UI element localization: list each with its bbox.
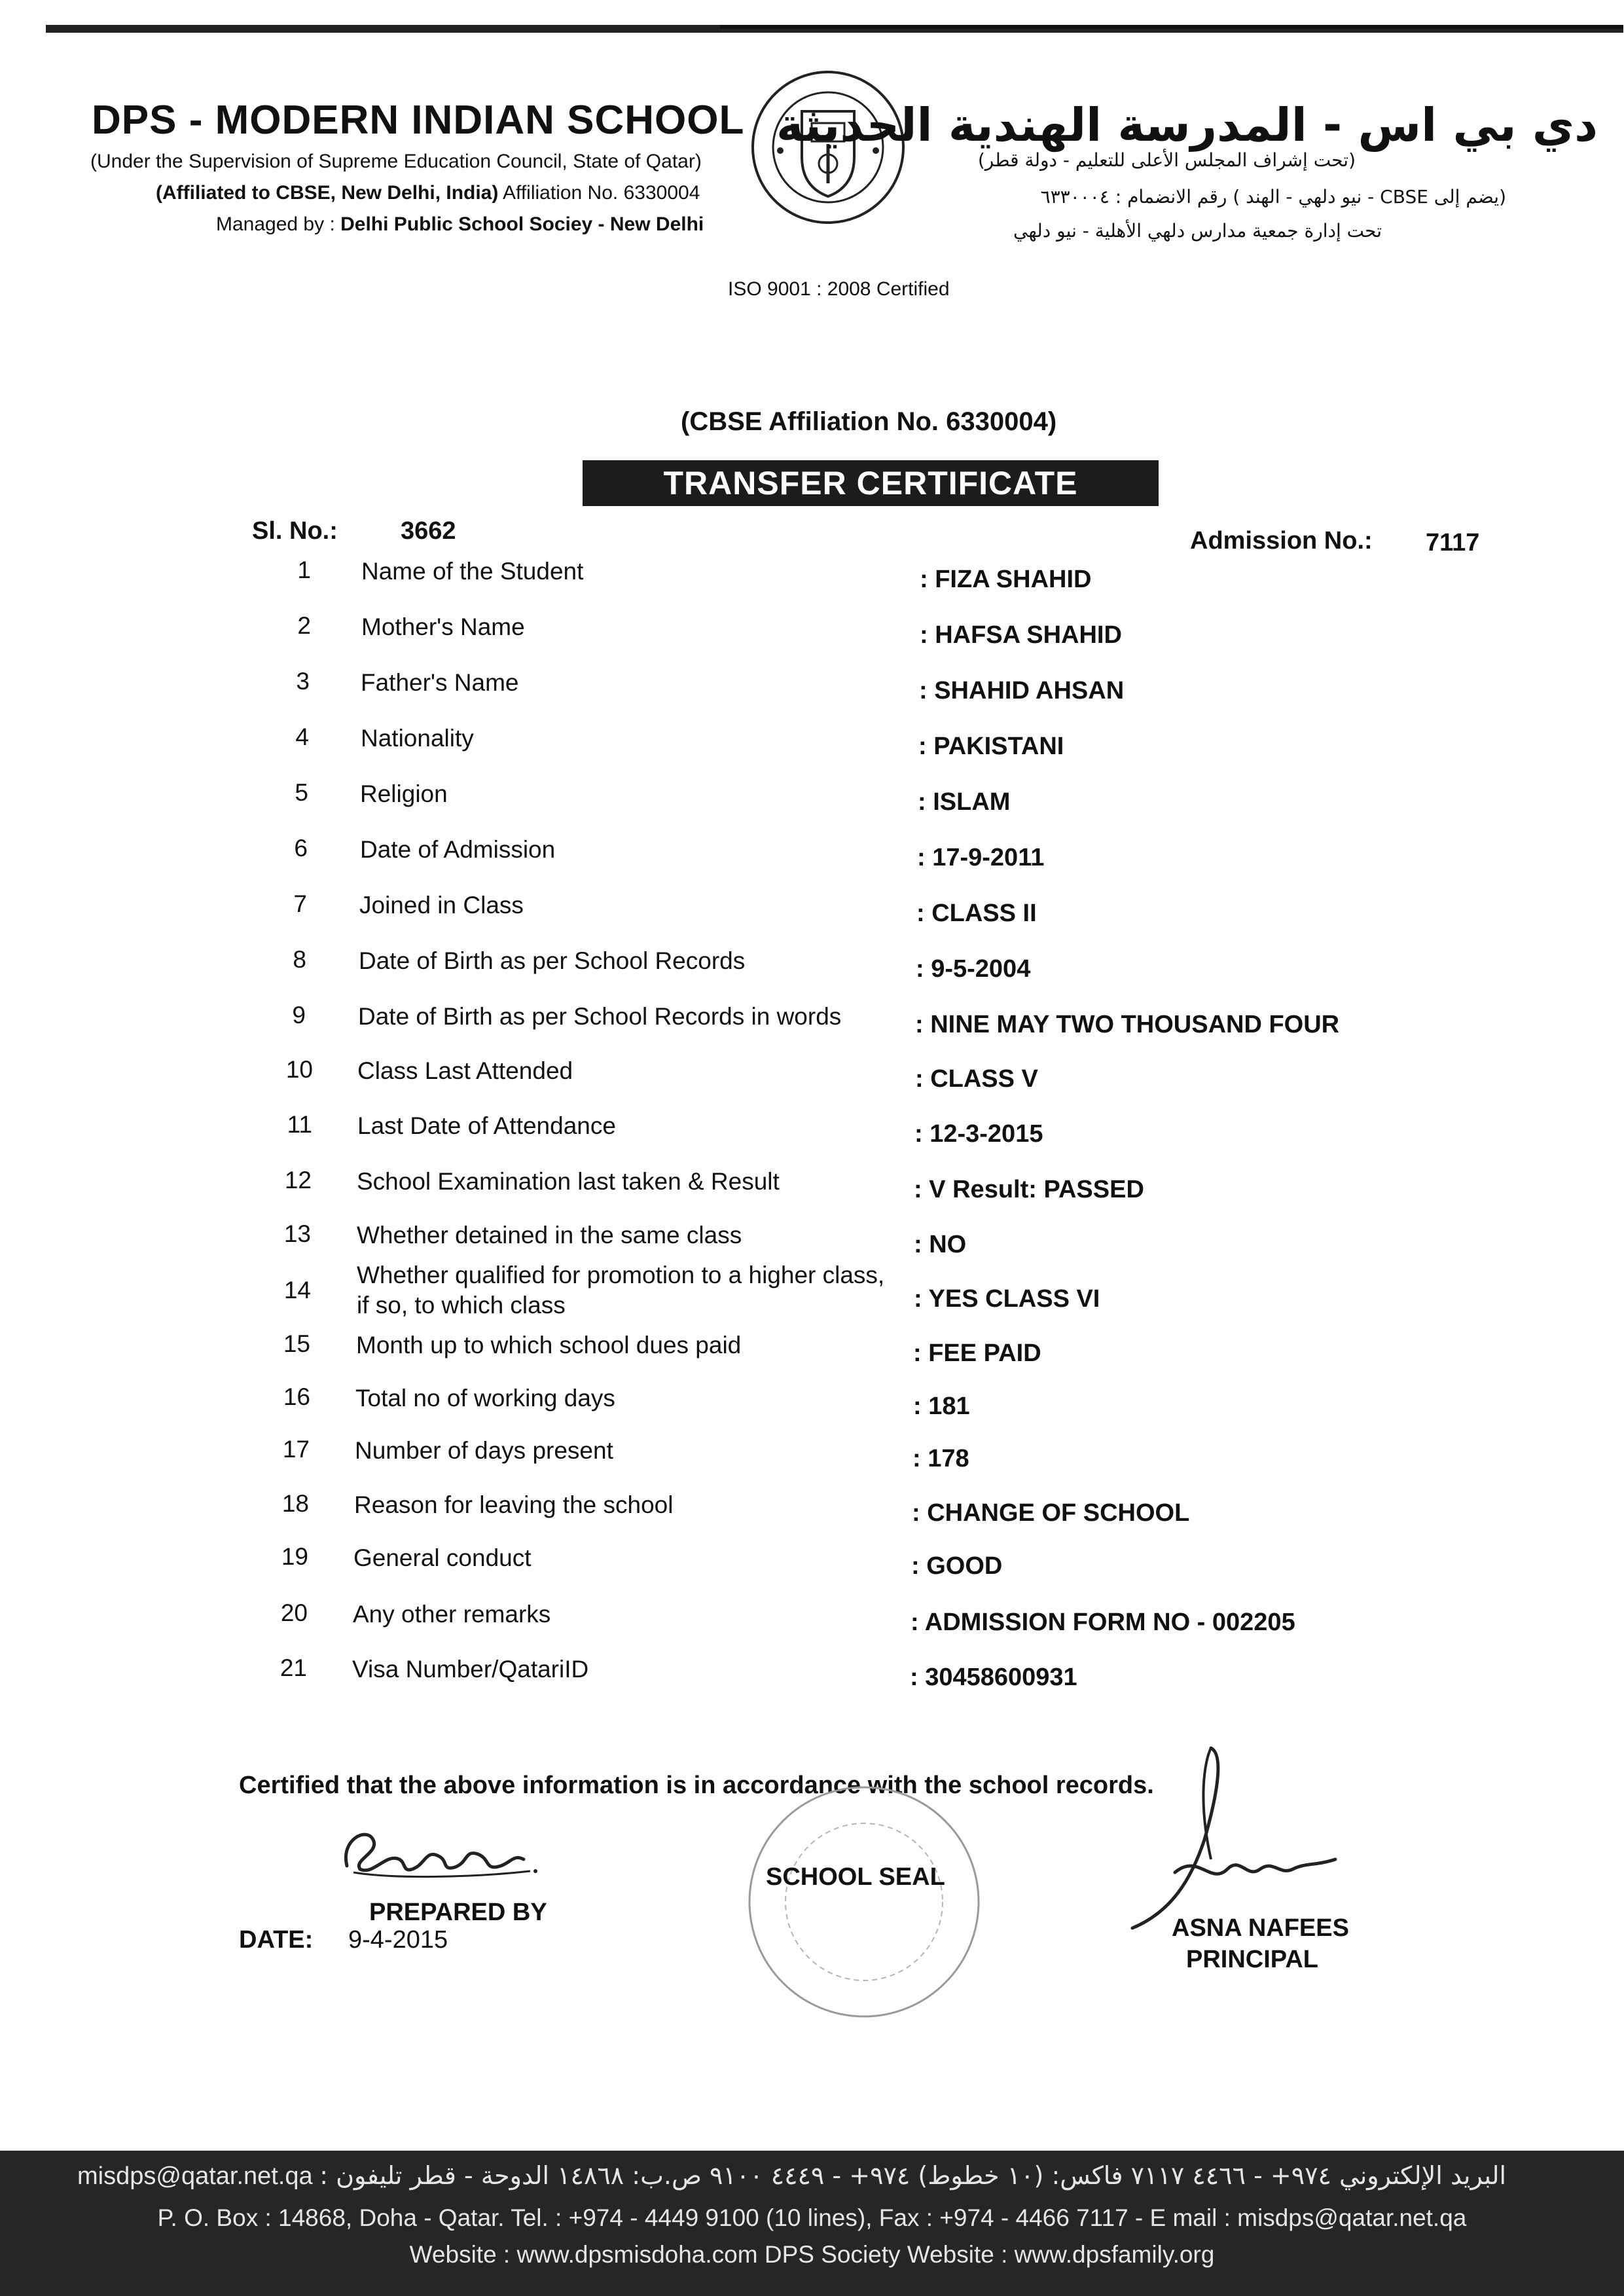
supervision-arabic: (تحت إشراف المجلس الأعلى للتعليم - دولة قطر) xyxy=(977,149,1356,171)
table-row xyxy=(0,1654,1624,1700)
row-number: 15 xyxy=(283,1330,310,1357)
row-number: 5 xyxy=(295,779,308,806)
row-value: : ISLAM xyxy=(918,788,1011,816)
row-value: : 17-9-2011 xyxy=(917,844,1045,871)
table-row xyxy=(0,1056,1624,1102)
row-label: Religion xyxy=(360,780,448,807)
table-row xyxy=(0,668,1624,714)
table-row xyxy=(0,1002,1624,1048)
row-label: Whether detained in the same class xyxy=(357,1222,742,1248)
row-label: Reason for leaving the school xyxy=(354,1491,674,1518)
date-label: DATE: xyxy=(239,1926,314,1954)
row-label: Name of the Student xyxy=(361,558,584,585)
row-value: : V Result: PASSED xyxy=(914,1176,1144,1203)
table-row xyxy=(0,779,1624,825)
row-label: Last Date of Attendance xyxy=(357,1112,616,1139)
row-number: 7 xyxy=(293,890,307,917)
certification-statement: Certified that the above information is in accordance with the school records. xyxy=(239,1772,1154,1799)
footer-arabic-contact: : البريد الإلكتروني ٩٧٤+ - ٤٤٦٦ ٧١١٧ فاكس: (١٠ خطوط) ٩٧٤+ - ٤٤٤٩ ٩١٠٠ ص.ب: ١٤٨٦٨ الدوحة - قطر تليفون xyxy=(319,2161,1507,2190)
row-number: 17 xyxy=(282,1436,310,1463)
row-number: 10 xyxy=(285,1056,313,1083)
table-row xyxy=(0,556,1624,602)
preparer-signature-image xyxy=(327,1813,543,1886)
table-row xyxy=(0,1330,1624,1376)
row-value: : 178 xyxy=(912,1445,969,1472)
serial-number-value: 3662 xyxy=(401,517,456,545)
date-value: 9-4-2015 xyxy=(348,1926,448,1954)
row-number: 2 xyxy=(297,612,311,639)
table-row xyxy=(0,1383,1624,1429)
table-row xyxy=(0,1599,1624,1645)
row-number: 21 xyxy=(280,1654,307,1681)
row-label: Class Last Attended xyxy=(357,1057,573,1084)
row-value: : CLASS II xyxy=(916,900,1037,927)
managed-by-value: Delhi Public School Sociey - New Delhi xyxy=(340,213,704,235)
row-label-continued: if so, to which class xyxy=(357,1292,566,1319)
row-label: Joined in Class xyxy=(359,892,524,919)
footer-email: misdps@qatar.net.qa xyxy=(77,2162,313,2190)
row-label: Mother's Name xyxy=(361,613,525,640)
row-label: General conduct xyxy=(353,1544,532,1571)
row-number: 19 xyxy=(281,1543,308,1570)
admission-number-label: Admission No.: xyxy=(1190,527,1373,555)
row-label: Date of Birth as per School Records in words xyxy=(358,1003,842,1030)
admission-number-value: 7117 xyxy=(1426,529,1480,556)
certificate-title: TRANSFER CERTIFICATE xyxy=(583,460,1159,506)
row-label: Nationality xyxy=(361,725,474,752)
row-label: Number of days present xyxy=(355,1437,613,1464)
row-number: 4 xyxy=(295,723,309,750)
supervision-line: (Under the Supervision of Supreme Education Council, State of Qatar) xyxy=(90,151,702,172)
affiliation-bold: (Affiliated to CBSE, New Delhi, India) xyxy=(156,182,499,204)
prepared-by-label: PREPARED BY xyxy=(369,1899,547,1926)
school-name-arabic: دي بي اس - المدرسة الهندية الحديثة xyxy=(776,98,1598,152)
top-border-line-accent xyxy=(720,25,1623,29)
row-value: : GOOD xyxy=(911,1552,1003,1580)
school-name: DPS - MODERN INDIAN SCHOOL xyxy=(92,98,745,143)
row-label: School Examination last taken & Result xyxy=(357,1168,780,1195)
row-value: : ADMISSION FORM NO - 002205 xyxy=(911,1609,1295,1636)
row-number: 16 xyxy=(283,1383,310,1410)
row-value: : CLASS V xyxy=(915,1065,1038,1093)
table-row xyxy=(0,723,1624,769)
row-number: 11 xyxy=(287,1111,312,1138)
row-value: : HAFSA SHAHID xyxy=(920,621,1122,649)
row-label: Father's Name xyxy=(361,669,519,696)
footer-website-line: Website : www.dpsmisdoha.com DPS Society Website : www.dpsfamily.org xyxy=(409,2241,1215,2268)
row-value: : 12-3-2015 xyxy=(914,1120,1043,1148)
row-number: 9 xyxy=(292,1002,306,1029)
table-row xyxy=(0,890,1624,936)
principal-title: PRINCIPAL xyxy=(1186,1946,1318,1973)
managed-by-arabic: تحت إدارة جمعية مدارس دلهي الأهلية - نيو دلهي xyxy=(1013,220,1382,242)
row-label: Month up to which school dues paid xyxy=(356,1332,742,1358)
row-value: : PAKISTANI xyxy=(918,733,1064,760)
school-seal-stamp xyxy=(743,1781,985,2023)
table-row xyxy=(0,1167,1624,1212)
principal-name: ASNA NAFEES xyxy=(1172,1914,1349,1942)
row-number: 12 xyxy=(284,1167,312,1194)
row-number: 13 xyxy=(283,1220,311,1247)
table-row xyxy=(0,1436,1624,1482)
cbse-affiliation: (CBSE Affiliation No. 6330004) xyxy=(681,407,1057,436)
managed-by-label: Managed by : xyxy=(216,213,341,235)
affiliation-line xyxy=(156,182,700,204)
row-number: 1 xyxy=(297,556,311,583)
row-number: 20 xyxy=(280,1599,308,1626)
table-row xyxy=(0,1543,1624,1589)
row-label: Date of Birth as per School Records xyxy=(359,947,746,974)
table-row xyxy=(0,1261,1624,1326)
row-value: : SHAHID AHSAN xyxy=(919,677,1125,704)
affiliation-number: Affiliation No. 6330004 xyxy=(498,182,700,204)
table-row xyxy=(0,835,1624,881)
row-number: 6 xyxy=(294,835,308,862)
row-value: : CHANGE OF SCHOOL xyxy=(912,1499,1190,1527)
row-value: : NO xyxy=(914,1231,967,1258)
serial-number-label: Sl. No.: xyxy=(252,517,338,545)
row-label: Any other remarks xyxy=(353,1601,551,1628)
row-value: : FEE PAID xyxy=(913,1339,1041,1367)
row-value: : NINE MAY TWO THOUSAND FOUR xyxy=(915,1011,1340,1038)
table-row xyxy=(0,946,1624,992)
row-value: : YES CLASS VI xyxy=(914,1285,1100,1313)
row-number: 3 xyxy=(296,668,310,695)
row-value: : 9-5-2004 xyxy=(916,955,1031,983)
iso-certification: ISO 9001 : 2008 Certified xyxy=(728,278,950,300)
row-number: 18 xyxy=(281,1490,309,1517)
table-row xyxy=(0,1111,1624,1157)
principal-signature-image xyxy=(1113,1741,1362,1938)
affiliation-arabic: (يضم إلى CBSE - نيو دلهي - الهند ) رقم الانضمام : ٦٣٣٠٠٠٤ xyxy=(1040,186,1506,208)
table-row xyxy=(0,612,1624,658)
row-value: : 181 xyxy=(913,1393,970,1420)
table-row xyxy=(0,1490,1624,1536)
row-label: Whether qualified for promotion to a higher class, xyxy=(357,1262,885,1288)
footer-contact-bar xyxy=(0,2151,1624,2296)
row-number: 8 xyxy=(293,946,306,973)
row-value: : 30458600931 xyxy=(910,1664,1077,1691)
row-number: 14 xyxy=(283,1277,311,1303)
row-label: Visa Number/QatariID xyxy=(352,1656,589,1683)
row-label: Date of Admission xyxy=(360,836,556,863)
row-label: Total no of working days xyxy=(355,1385,615,1412)
row-value: : FIZA SHAHID xyxy=(920,566,1092,593)
footer-line-arabic xyxy=(77,2161,1506,2191)
school-seal-label: SCHOOL SEAL xyxy=(766,1863,945,1891)
school-logo-emblem xyxy=(746,65,910,255)
footer-address-line: P. O. Box : 14868, Doha - Qatar. Tel. : +974 - 4449 9100 (10 lines), Fax : +974 - 4466 7117 - E mail : misdps@qatar.net.qa xyxy=(157,2204,1467,2231)
managed-by-line xyxy=(216,213,704,236)
table-row xyxy=(0,1220,1624,1266)
